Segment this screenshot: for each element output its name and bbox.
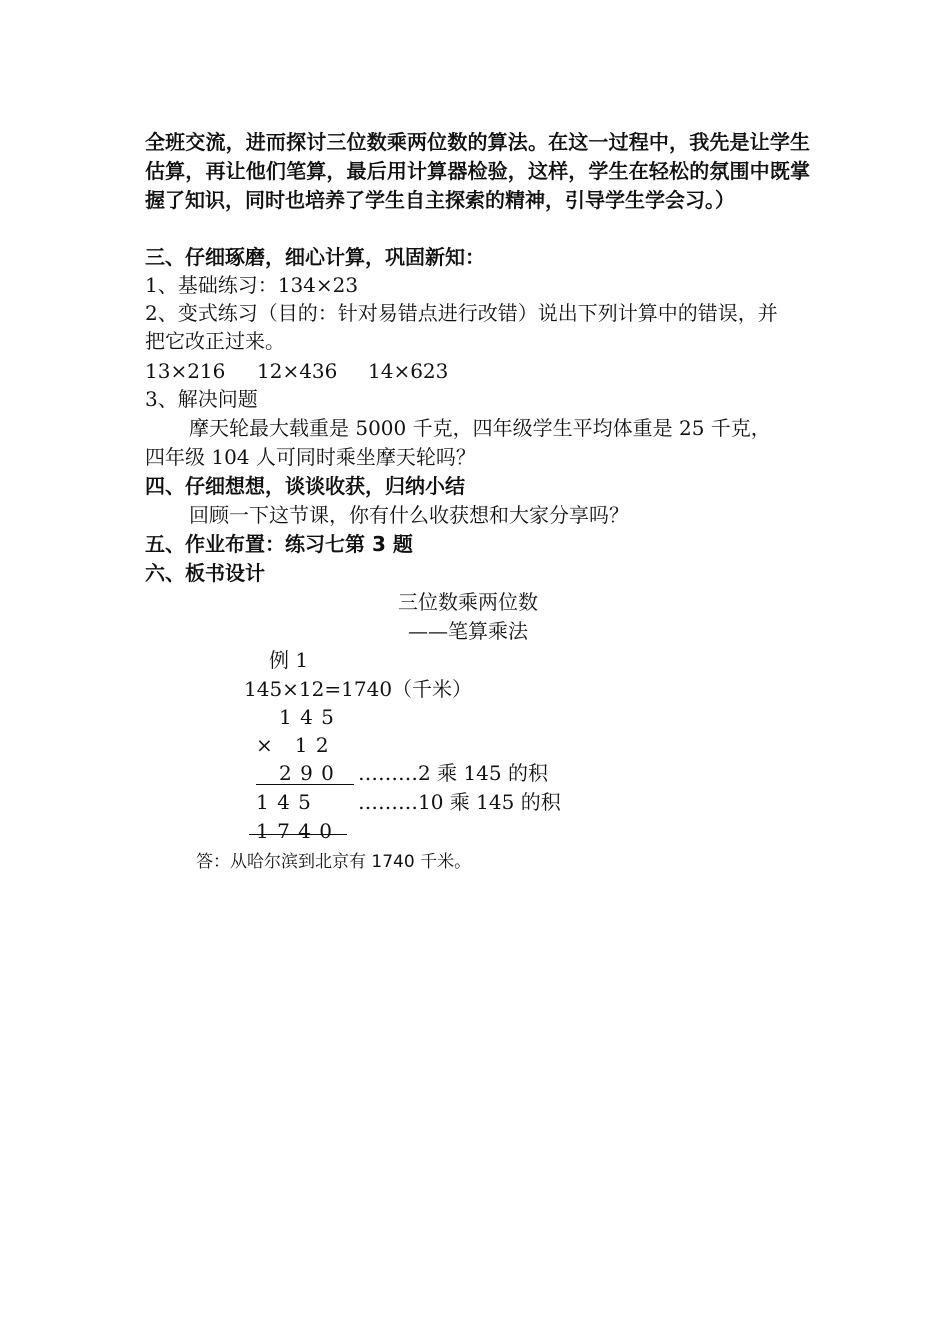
section-six-heading: 六、板书设计 xyxy=(145,561,265,585)
vertical-product: 1 7 4 0 xyxy=(256,819,333,843)
item-solve-problem: 3、解决问题 xyxy=(145,387,258,411)
partial-product-1-note: ………2 乘 145 的积 xyxy=(358,761,548,785)
section-four-heading: 四、仔细想想，谈谈收获，归纳小结 xyxy=(145,474,465,498)
vertical-multiplier: × 1 2 xyxy=(256,733,330,757)
problem-line2: 四年级 104 人可同时乘坐摩天轮吗？ xyxy=(145,445,476,469)
board-answer: 答：从哈尔滨到北京有 1740 千米。 xyxy=(196,852,472,872)
board-subtitle: ——笔算乘法 xyxy=(408,619,528,643)
exercise-a: 13×216 xyxy=(145,359,226,383)
section-three-heading: 三、仔细琢磨，细心计算，巩固新知： xyxy=(145,245,485,269)
item-variant-practice-line1: 2、变式练习（目的：针对易错点进行改错）说出下列计算中的错误，并 xyxy=(145,301,778,325)
problem-line1: 摩天轮最大载重是 5000 千克，四年级学生平均体重是 25 千克， xyxy=(189,416,771,440)
vertical-multiplicand: 1 4 5 xyxy=(279,705,335,729)
section-five-heading: 五、作业布置：练习七第 3 题 xyxy=(145,532,413,556)
vertical-partial-product-1: 2 9 0 xyxy=(279,761,335,785)
vertical-partial-product-2: 1 4 5 xyxy=(256,790,312,814)
section-four-text: 回顾一下这节课，你有什么收获想和大家分享吗？ xyxy=(189,503,629,527)
item-variant-practice-line2: 把它改正过来。 xyxy=(145,329,285,353)
board-equation: 145×12=1740（千米） xyxy=(244,677,473,701)
board-title: 三位数乘两位数 xyxy=(398,590,538,614)
intro-paragraph: 全班交流，进而探讨三位数乘两位数的算法。在这一过程中，我先是让学生估算，再让他们笔算，最后用计算器检验，这样，学生在轻松的氛围中既掌握了知识，同时也培养了学生自主探索的精神，引导学生学会习。） xyxy=(145,130,810,212)
exercise-b: 12×436 xyxy=(257,359,338,383)
board-example-label: 例 1 xyxy=(269,648,309,672)
partial-product-2-note: ………10 乘 145 的积 xyxy=(358,790,561,814)
item-basic-practice: 1、基础练习：134×23 xyxy=(145,273,359,297)
vertical-product-strike-line xyxy=(249,834,347,835)
exercise-c: 14×623 xyxy=(368,359,449,383)
